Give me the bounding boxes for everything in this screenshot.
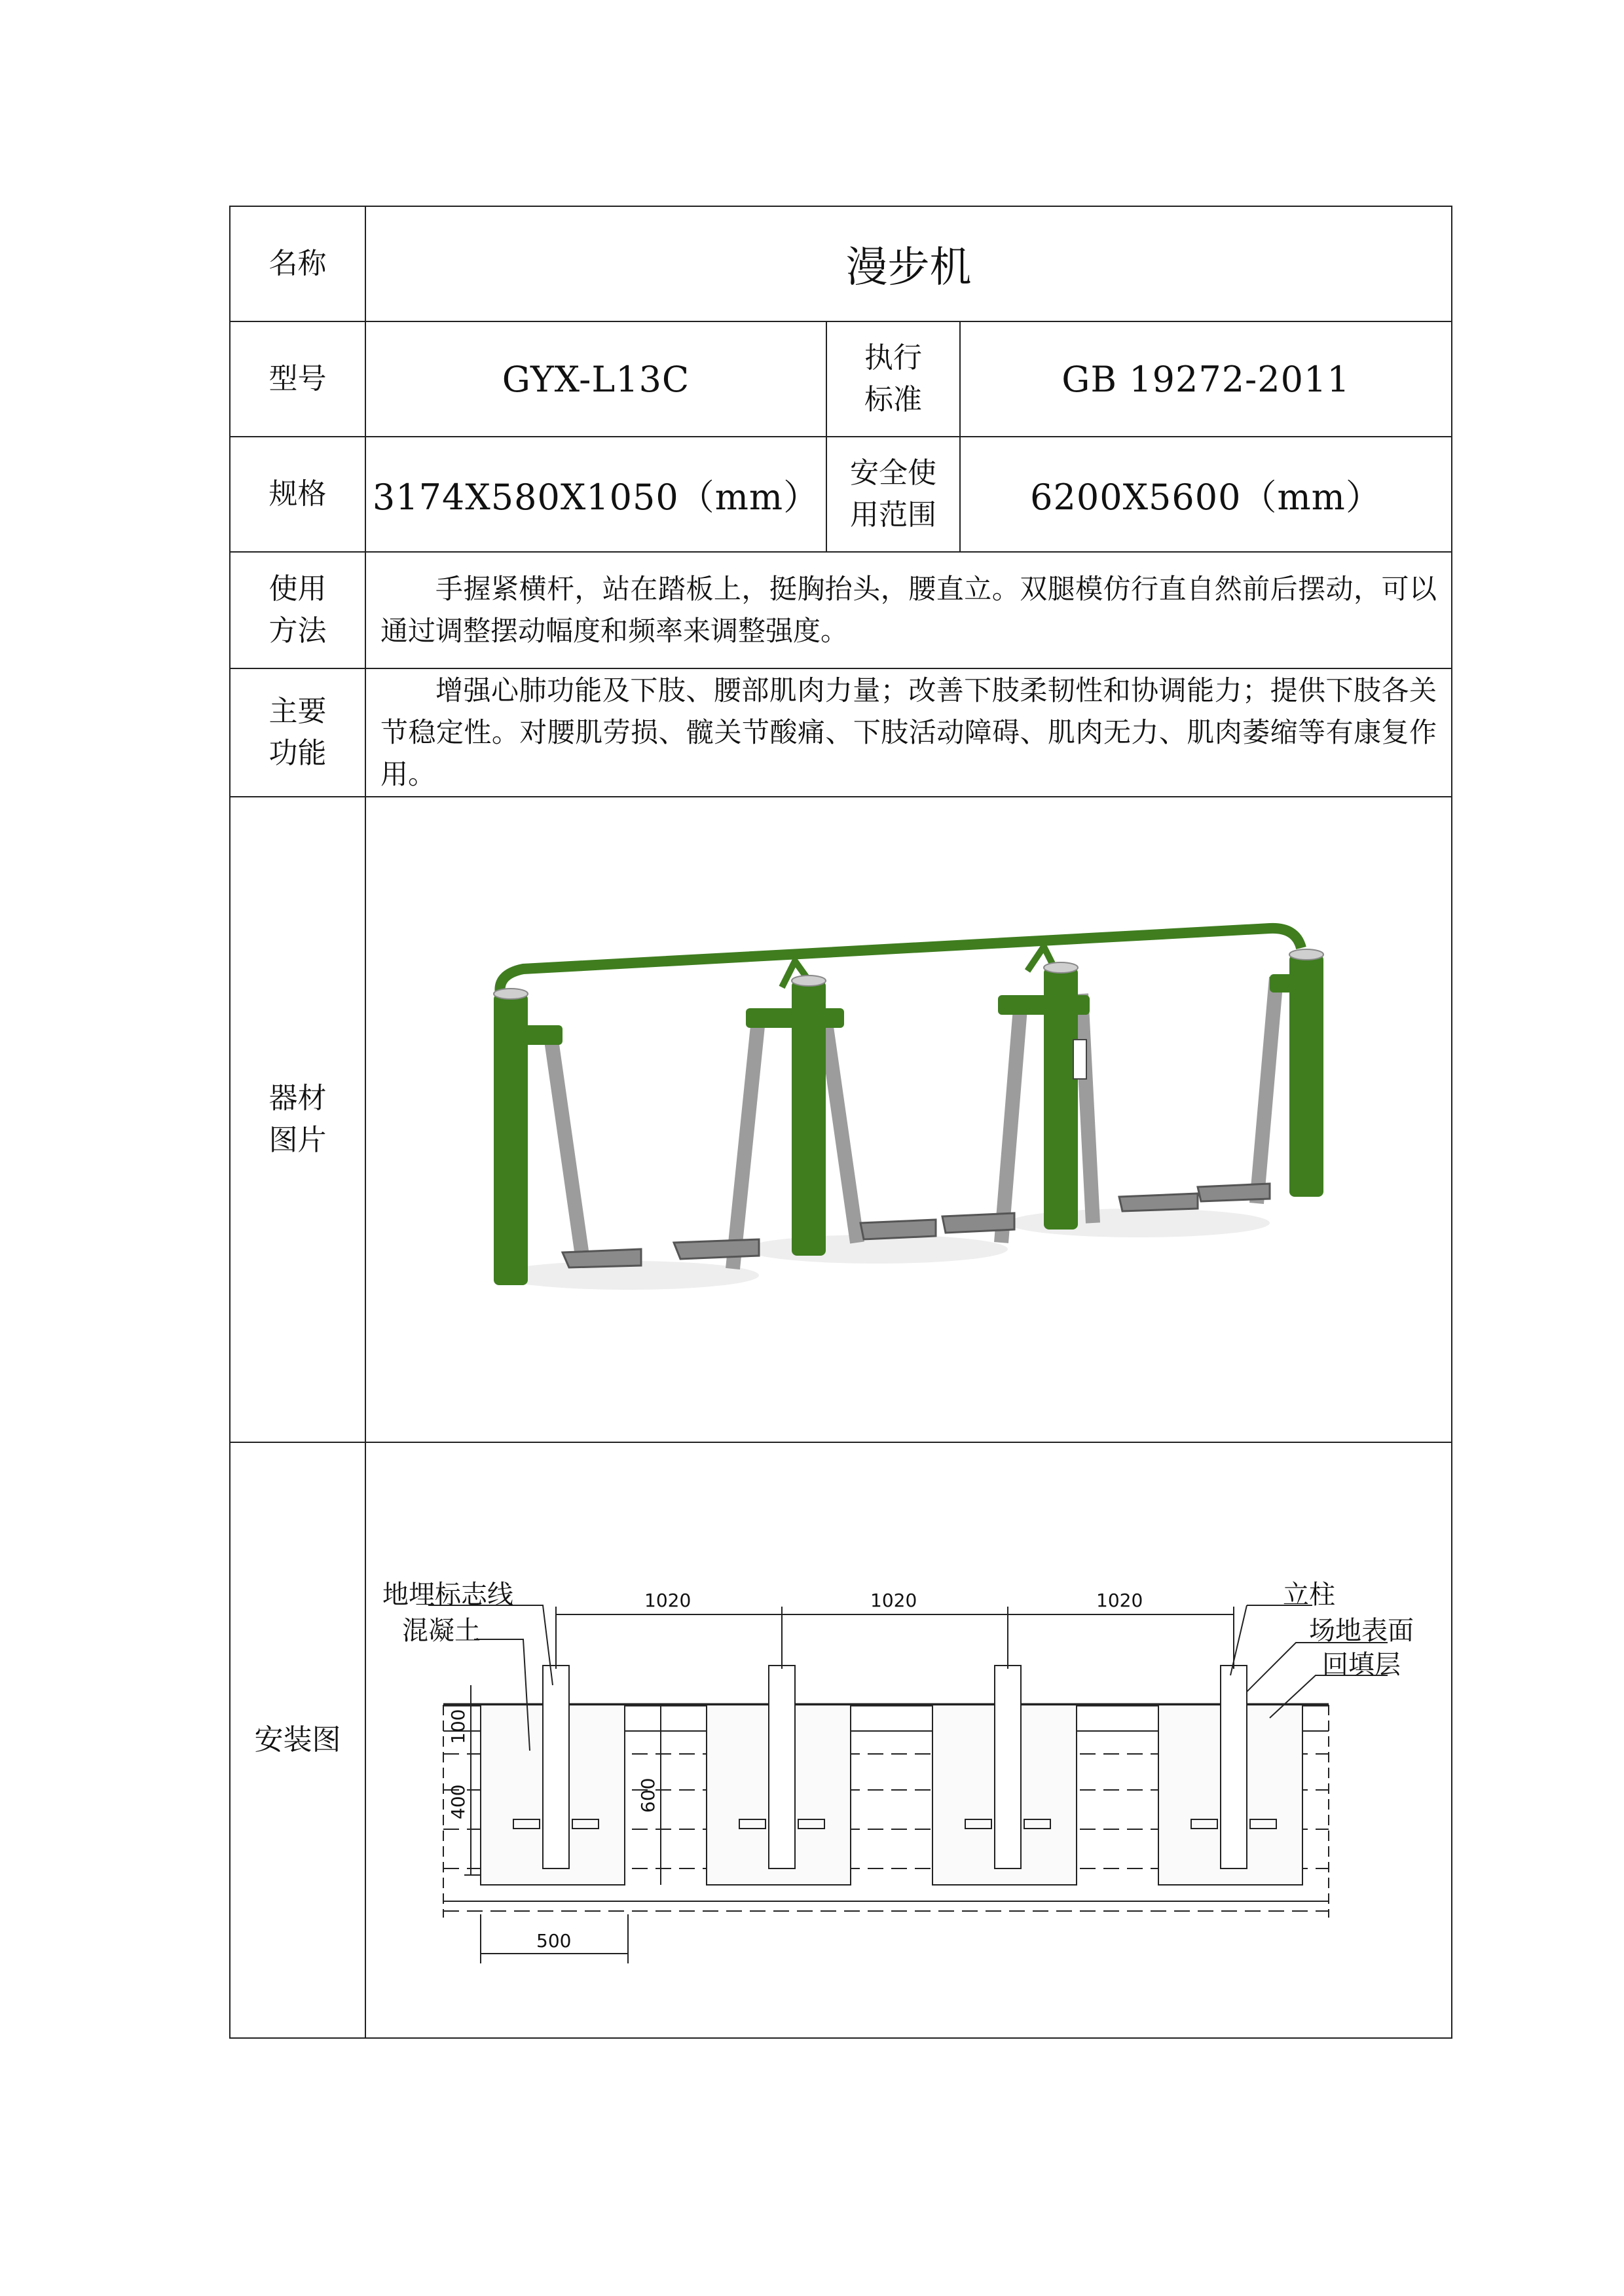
picture-label: 器材 图片 (230, 797, 365, 1442)
spec-table (229, 206, 1452, 2039)
standard-label: 执行 标准 (826, 321, 960, 437)
label-post: 立柱 (1283, 1580, 1335, 1610)
label-concrete: 混凝土 (402, 1616, 481, 1646)
install-label: 安装图 (230, 1442, 365, 2038)
standard-value: GB 19272-2011 (960, 321, 1452, 437)
safe-area-value: 6200X5600（mm） (960, 437, 1452, 552)
dim-depth-mid: 400 (447, 1784, 469, 1819)
function-label: 主要 功能 (230, 668, 365, 797)
row-usage (230, 552, 1452, 668)
row-name (230, 206, 1452, 321)
row-model (230, 321, 1452, 437)
row-function (230, 668, 1452, 797)
model-value: GYX-L13C (365, 321, 826, 437)
row-spec (230, 437, 1452, 552)
install-diagram (366, 1443, 1585, 2035)
spec-label: 规格 (230, 437, 365, 552)
row-picture (230, 797, 1452, 1442)
dim-spacing-3: 1020 (1096, 1590, 1143, 1611)
dim-spacing-1: 1020 (644, 1590, 692, 1611)
usage-text: 手握紧横杆，站在踏板上，挺胸抬头，腰直立。双腿模仿行直自然前后摆动，可以通过调整摆动幅度和频率来调整强度。 (365, 552, 1452, 668)
name-label: 名称 (230, 206, 365, 321)
equipment-label-plate (1073, 1040, 1086, 1079)
label-backfill: 回填层 (1322, 1650, 1401, 1680)
install-diagram-cell (365, 1442, 1452, 2038)
safe-area-label: 安全使 用范围 (826, 437, 960, 552)
dim-depth-top: 100 (447, 1709, 469, 1744)
function-text: 增强心肺功能及下肢、腰部肌肉力量；改善下肢柔韧性和协调能力；提供下肢各关节稳定性。对腰肌劳损、髋关节酸痛、下肢活动障碍、肌肉无力、肌肉萎缩等有康复作用。 (365, 668, 1452, 797)
dim-width: 500 (536, 1930, 572, 1952)
dim-spacing-2: 1020 (870, 1590, 917, 1611)
equipment-illustration (366, 797, 1585, 1439)
label-marker-line: 地埋标志线 (382, 1580, 513, 1610)
row-install (230, 1442, 1452, 2038)
model-label: 型号 (230, 321, 365, 437)
product-name: 漫步机 (365, 206, 1452, 321)
label-surface: 场地表面 (1309, 1616, 1414, 1646)
usage-label: 使用 方法 (230, 552, 365, 668)
spec-value: 3174X580X1050（mm） (365, 437, 826, 552)
dim-depth-total: 600 (637, 1777, 659, 1813)
post-caps (494, 949, 1323, 999)
equipment-picture-cell (365, 797, 1452, 1442)
